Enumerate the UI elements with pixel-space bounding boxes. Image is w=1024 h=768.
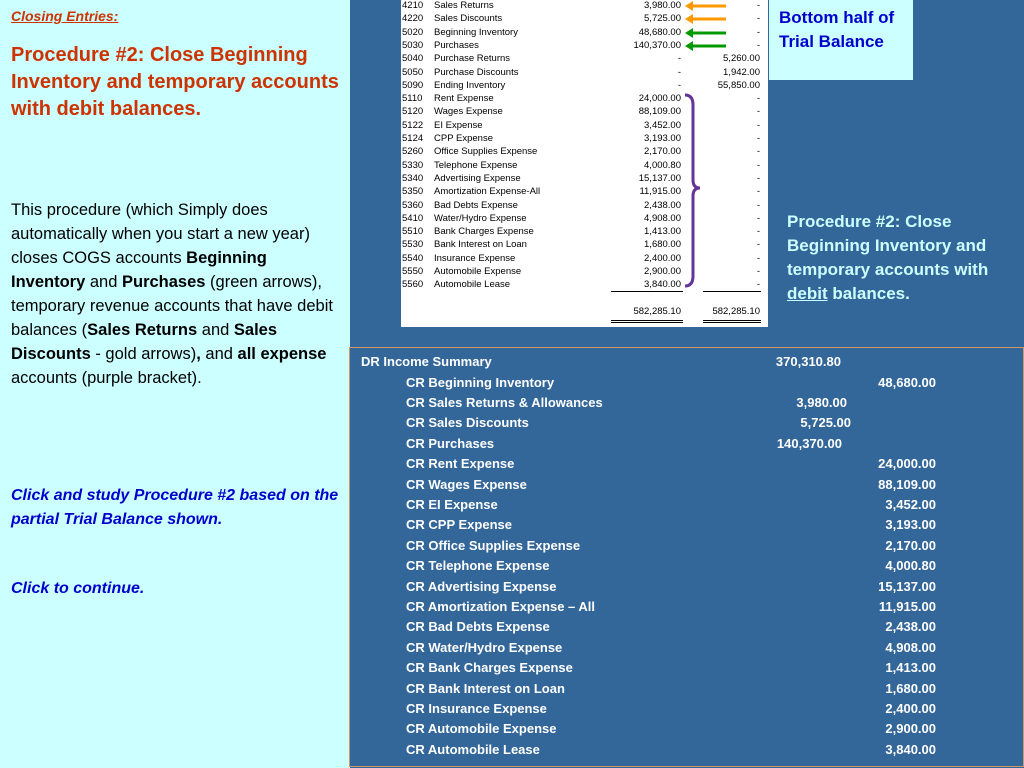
credit-value: -	[756, 93, 760, 105]
credit-account: CR Wages Expense	[406, 476, 527, 492]
debit-value: 48,680.00	[638, 26, 681, 38]
account-code: 5330	[402, 159, 424, 171]
journal-credit-row	[350, 495, 1023, 515]
debit-value: 2,900.00	[644, 266, 681, 277]
desc-bold: Sales Discounts	[11, 321, 278, 363]
procedure-title-right	[787, 210, 1017, 306]
account-code: 5350	[402, 186, 424, 198]
credit-amount: 140,370.00	[776, 435, 842, 451]
right-title-end: balances.	[827, 284, 910, 303]
journal-credit-row	[350, 454, 1023, 474]
credit-amount: 3,840.00	[885, 741, 936, 757]
section-heading: Closing Entries:	[11, 8, 119, 24]
right-title-text: Procedure #2: Close Beginning Inventory and temporary accounts with	[787, 212, 989, 279]
account-name: Telephone Expense	[434, 159, 518, 171]
desc-text: accounts (purple bracket).	[11, 369, 202, 387]
desc-bold: ,	[196, 345, 201, 363]
account-code: 5030	[402, 39, 424, 51]
desc-bold: Purchases	[121, 273, 206, 291]
credit-account: CR CPP Expense	[406, 517, 512, 533]
account-name: Ending Inventory	[434, 79, 506, 91]
continue-prompt[interactable]: Click to continue.	[11, 580, 145, 597]
credit-value: -	[756, 186, 760, 198]
account-name: Wages Expense	[434, 106, 503, 118]
account-name: Purchase Returns	[434, 53, 511, 65]
credit-value: -	[756, 172, 760, 184]
credit-account: CR EI Expense	[406, 496, 498, 512]
journal-credit-row	[350, 679, 1023, 699]
desc-bold: Beginning Inventory	[11, 249, 267, 291]
journal-credit-row	[350, 658, 1023, 678]
account-code: 5510	[402, 226, 424, 238]
total-credit: 582,285.10	[712, 306, 760, 317]
credit-value: -	[756, 279, 760, 291]
credit-account: CR Sales Returns & Allowances	[406, 394, 603, 410]
credit-account: CR Bad Debts Expense	[406, 619, 550, 635]
credit-account: CR Advertising Expense	[406, 578, 557, 594]
account-name: Rent Expense	[434, 93, 494, 105]
debit-value: 4,908.00	[644, 212, 681, 224]
account-code: 5040	[402, 53, 424, 65]
journal-credit-row	[350, 740, 1023, 760]
account-name: Office Supplies Expense	[434, 146, 538, 158]
credit-account: CR Bank Charges Expense	[406, 660, 573, 676]
journal-credit-row	[350, 577, 1023, 597]
credit-account: CR Telephone Expense	[406, 558, 550, 574]
debit-value: -	[677, 79, 681, 91]
credit-account: CR Insurance Expense	[406, 700, 547, 716]
procedure-title: Procedure #2: Close Beginning Inventory and temporary accounts with debit balances.	[11, 44, 339, 120]
debit-value: 3,980.00	[644, 0, 681, 11]
account-name: Water/Hydro Expense	[434, 212, 527, 224]
debit-value: 2,438.00	[644, 199, 681, 211]
account-name: Automobile Lease	[434, 279, 511, 291]
credit-value: -	[756, 13, 760, 25]
desc-text: (green arrows), temporary revenue accounts that have debit balances (	[11, 273, 333, 339]
credit-amount: 88,109.00	[878, 476, 936, 492]
credit-value: -	[756, 159, 760, 171]
credit-value: -	[756, 26, 760, 38]
credit-amount: 24,000.00	[878, 456, 936, 472]
account-name: Sales Discounts	[434, 13, 503, 25]
purple-bracket-icon	[685, 95, 700, 286]
account-code: 5410	[402, 212, 424, 224]
debit-value: -	[677, 66, 681, 78]
credit-amount: 2,900.00	[885, 721, 936, 737]
journal-credit-row	[350, 475, 1023, 495]
credit-value: -	[756, 212, 760, 224]
debit-value: 4,000.80	[644, 159, 681, 171]
debit-value: 24,000.00	[638, 93, 681, 105]
credit-value: -	[756, 266, 760, 277]
account-name: Amortization Expense-All	[434, 186, 541, 198]
account-name: Beginning Inventory	[434, 26, 518, 38]
desc-text: and	[200, 345, 238, 363]
bottom-half-callout	[769, 0, 913, 80]
debit-value: 3,452.00	[644, 119, 681, 131]
credit-value: -	[756, 226, 760, 238]
account-code: 4210	[402, 0, 424, 11]
account-name: Sales Returns	[434, 0, 494, 11]
journal-credit-row	[350, 699, 1023, 719]
credit-amount: 3,980.00	[796, 394, 847, 410]
annotations	[401, 0, 768, 327]
debit-value: 1,680.00	[644, 239, 681, 251]
left-panel	[0, 0, 350, 768]
credit-value: -	[756, 133, 760, 144]
account-code: 5110	[402, 93, 423, 105]
credit-amount: 2,438.00	[885, 619, 936, 635]
journal-debit-row	[350, 352, 1023, 372]
credit-amount: 48,680.00	[878, 374, 936, 390]
debit-value: 2,400.00	[644, 252, 681, 264]
credit-amount: 2,170.00	[885, 537, 936, 553]
debit-value: 1,413.00	[644, 226, 681, 238]
journal-credit-row	[350, 597, 1023, 617]
credit-value: -	[756, 252, 760, 264]
credit-value: 1,942.00	[723, 66, 760, 78]
account-name: Insurance Expense	[434, 252, 516, 264]
account-code: 5020	[402, 26, 424, 38]
account-code: 5540	[402, 252, 424, 264]
account-name: CPP Expense	[434, 133, 493, 144]
debit-value: 2,170.00	[644, 146, 681, 158]
journal-credit-row	[350, 536, 1023, 556]
debit-account: DR Income Summary	[361, 354, 492, 369]
credit-amount: 4,908.00	[885, 639, 936, 655]
debit-value: -	[677, 53, 681, 65]
account-code: 5260	[402, 146, 424, 158]
desc-bold: Sales Returns	[87, 321, 198, 339]
credit-account: CR Automobile Expense	[406, 721, 557, 737]
account-name: Purchases	[434, 39, 479, 51]
credit-value: 55,850.00	[717, 79, 760, 91]
journal-credit-row	[350, 515, 1023, 535]
journal-credit-row	[350, 393, 1023, 413]
debit-value: 15,137.00	[638, 172, 681, 184]
credit-value: 5,260.00	[723, 53, 760, 65]
debit-value: 11,915.00	[639, 186, 681, 198]
debit-value: 5,725.00	[644, 13, 681, 25]
account-code: 5560	[402, 279, 424, 291]
credit-amount: 2,400.00	[885, 700, 936, 716]
debit-value: 140,370.00	[633, 39, 681, 51]
credit-amount: 4,000.80	[885, 558, 936, 574]
bottom-half-text: Bottom half of Trial Balance	[779, 8, 895, 51]
closing-journal-entry	[349, 347, 1024, 767]
credit-amount: 15,137.00	[878, 578, 936, 594]
journal-credit-row	[350, 617, 1023, 637]
credit-amount: 1,680.00	[885, 680, 936, 696]
gold-arrow-icon	[685, 14, 726, 24]
credit-value: -	[756, 39, 760, 51]
account-name: Bank Interest on Loan	[434, 239, 527, 251]
credit-account: CR Sales Discounts	[406, 415, 529, 431]
account-name: Bank Charges Expense	[434, 226, 534, 238]
desc-bold: all expense	[237, 345, 327, 363]
journal-credit-row	[350, 719, 1023, 739]
credit-value: -	[756, 0, 760, 11]
credit-account: CR Automobile Lease	[406, 741, 540, 757]
procedure-description	[11, 198, 341, 390]
credit-account: CR Beginning Inventory	[406, 374, 555, 390]
credit-account: CR Bank Interest on Loan	[406, 680, 565, 696]
account-code: 5122	[402, 119, 424, 131]
study-note: Click and study Procedure #2 based on the partial Trial Balance shown.	[11, 487, 339, 528]
desc-text: and	[197, 321, 234, 339]
credit-account: CR Rent Expense	[406, 456, 515, 472]
gold-arrow-icon	[685, 1, 726, 11]
account-code: 5360	[402, 199, 424, 211]
credit-value: -	[756, 239, 760, 251]
account-name: Bad Debts Expense	[434, 199, 518, 211]
credit-value: -	[756, 146, 760, 158]
desc-text: - gold arrows)	[90, 345, 197, 363]
debit-value: 3,193.00	[644, 133, 681, 144]
credit-account: CR Amortization Expense – All	[406, 598, 596, 614]
account-code: 5090	[402, 79, 424, 91]
credit-account: CR Office Supplies Expense	[406, 537, 581, 553]
credit-account: CR Water/Hydro Expense	[406, 639, 563, 655]
journal-credit-row	[350, 434, 1023, 454]
account-code: 5120	[402, 106, 424, 118]
journal-credit-row	[350, 638, 1023, 658]
credit-amount: 11,915.00	[878, 598, 936, 614]
account-name: EI Expense	[434, 119, 483, 131]
account-code: 5340	[402, 172, 424, 184]
credit-value: -	[756, 119, 760, 131]
credit-amount: 3,452.00	[885, 496, 936, 512]
account-code: 5530	[402, 239, 424, 251]
account-code: 4220	[402, 13, 424, 25]
journal-credit-row	[350, 373, 1023, 393]
credit-value: -	[756, 106, 760, 118]
credit-amount: 3,193.00	[885, 517, 936, 533]
credit-amount: 5,725.00	[800, 415, 851, 431]
debit-amount: 370,310.80	[775, 354, 841, 369]
credit-account: CR Purchases	[406, 435, 495, 451]
debit-value: 88,109.00	[638, 106, 681, 118]
green-arrow-icon	[685, 41, 726, 51]
credit-amount: 1,413.00	[885, 660, 936, 676]
green-arrow-icon	[685, 28, 726, 38]
account-code: 5124	[402, 133, 424, 144]
right-title-underlined: debit	[787, 284, 828, 303]
total-debit: 582,285.10	[633, 306, 681, 317]
journal-credit-row	[350, 556, 1023, 576]
journal-credit-row	[350, 413, 1023, 433]
desc-text: This procedure (which Simply does automatically when you start a new year) closes COGS accounts	[11, 201, 310, 267]
credit-value: -	[756, 199, 760, 211]
account-code: 5550	[402, 266, 424, 277]
account-code: 5050	[402, 66, 424, 78]
desc-text: and	[85, 273, 122, 291]
account-name: Automobile Expense	[434, 266, 522, 277]
debit-value: 3,840.00	[644, 279, 681, 291]
account-name: Purchase Discounts	[434, 66, 519, 78]
account-name: Advertising Expense	[434, 172, 521, 184]
trial-balance	[401, 0, 768, 327]
